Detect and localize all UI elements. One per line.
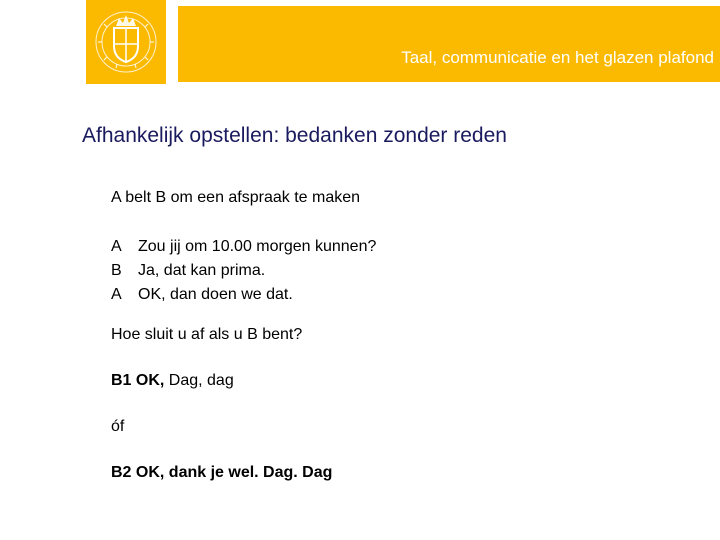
- option-b1-label: B1 OK,: [111, 372, 165, 389]
- dialogue-speaker: A: [111, 286, 122, 303]
- crest-icon: [86, 0, 166, 84]
- slide-title: Afhankelijk opstellen: bedanken zonder reden: [82, 124, 507, 147]
- header-title: Taal, communicatie en het glazen plafond: [401, 48, 714, 67]
- question-text: Hoe sluit u af als u B bent?: [111, 326, 303, 343]
- option-b2: B2 OK, dank je wel. Dag. Dag: [111, 464, 333, 481]
- dialogue-text: OK, dan doen we dat.: [138, 286, 293, 303]
- dialogue-line: [111, 283, 376, 307]
- dialogue-speaker: A: [111, 238, 122, 255]
- option-b1: [111, 372, 234, 390]
- header-bar: [178, 6, 720, 82]
- dialogue-text: Zou jij om 10.00 morgen kunnen?: [138, 238, 377, 255]
- intro-text: A belt B om een afspraak te maken: [111, 189, 361, 206]
- dialogue-speaker: B: [111, 262, 122, 279]
- dialogue-text: Ja, dat kan prima.: [138, 262, 266, 279]
- dialogue-line: [111, 235, 376, 259]
- option-b1-text: Dag, dag: [164, 372, 234, 389]
- dialogue: [111, 235, 376, 307]
- dialogue-line: [111, 259, 376, 283]
- or-text: óf: [111, 418, 125, 435]
- university-logo: [86, 0, 166, 84]
